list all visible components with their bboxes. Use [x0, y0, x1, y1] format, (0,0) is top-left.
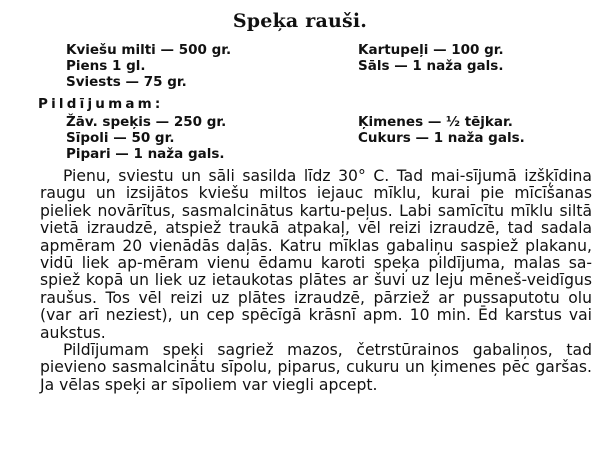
instructions-paragraph-2: Pildījumam speķi sagriež mazos, četrstūrainos gabaliņos, tad pievieno sasmalcinātu sīpolu, piparus, cukuru un ķimenes pēc garšas. Ja vēlas speķi ar sīpoliem var viegli apcept.	[40, 341, 592, 394]
ingredient-milk: Piens 1 gl.	[66, 58, 146, 74]
ingredient-caraway: Ķimenes — ½ tējkar.	[358, 114, 513, 130]
ingredient-salt: Sāls — 1 naža gals.	[358, 58, 504, 74]
ingredient-pepper: Pipari — 1 naža gals.	[66, 146, 225, 162]
ingredient-potatoes: Kartupeļi — 100 gr.	[358, 42, 504, 58]
ingredient-butter: Sviests — 75 gr.	[66, 74, 187, 90]
recipe-title: Speķa rauši.	[232, 10, 368, 32]
ingredient-flour: Kviešu milti — 500 gr.	[66, 42, 232, 58]
instructions-paragraph-1: Pienu, sviestu un sāli sasilda līdz 30° C. Tad mai-sījumā izšķīdina raugu un izsijātos kviešu miltos iejauc mīklu, kurai pie mīcīšanas pieliek novārītus, sasmalcinātus kartu-peļus. Labi samīcītu mīklu siltā vietā izraudzē, atspiež traukā atpakaļ, vēl reizi izraudzē, tad sadala apmēram 20 vienādās daļās. Katru mīklas gabaliņu saspiež plakanu, vidū liek ap-mēram vienu ēdamu karoti speķa pildījuma, malas sa-spiež kopā un liek uz ietaukotas plātes ar šuvi uz leju mēneš-veidīgus raušus. Tos vēl reizi uz plātes izraudzē, pārziež ar pussaputotu olu (var arī neziest), un cep spēcīgā krāsnī apm. 10 min. Ēd karstus vai aukstus.	[40, 167, 592, 342]
recipe-instructions	[40, 168, 592, 394]
ingredient-sugar: Cukurs — 1 naža gals.	[358, 130, 525, 146]
ingredient-bacon: Žāv. speķis — 250 gr.	[66, 114, 227, 130]
ingredient-onions: Sīpoli — 50 gr.	[66, 130, 175, 146]
filling-label: Pildījumam:	[38, 96, 164, 112]
